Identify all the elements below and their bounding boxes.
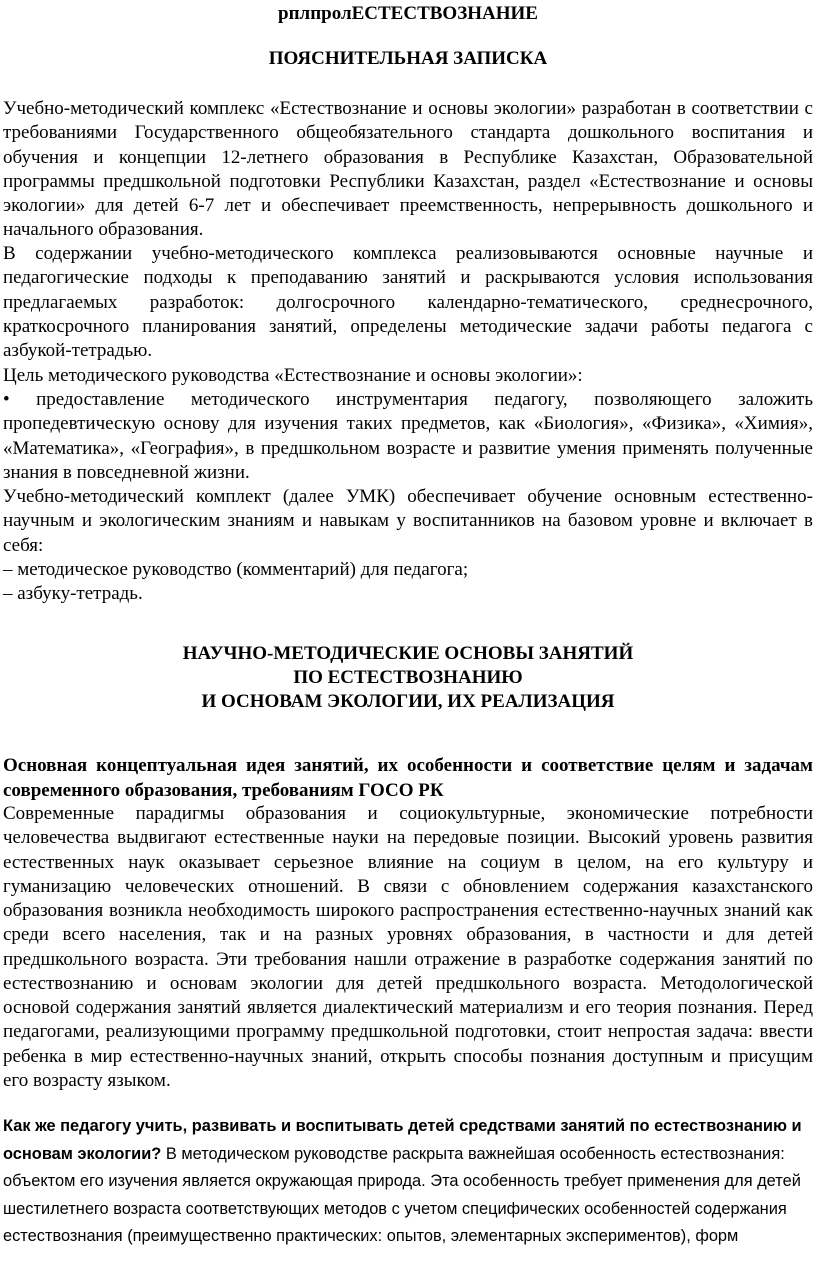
question-bold-text: Как же педагогу учить, развивать и воспитывать детей средствами занятий по естествознанию и основам экологии? [3, 1117, 802, 1163]
umk-paragraph: Учебно-методический комплект (далее УМК) обеспечивает обучение основным естественно-научным и экологическим знаниям и навыкам у воспитанников на базовом уровне и включает в себя: [3, 486, 813, 556]
section-title [0, 642, 816, 714]
explanatory-note-title: ПОЯСНИТЕЛЬНАЯ ЗАПИСКА [268, 48, 548, 69]
section-title-line: НАУЧНО-МЕТОДИЧЕСКИЕ ОСНОВЫ ЗАНЯТИЙ [182, 643, 634, 664]
section-body-paragraph: Современные парадигмы образования и социокультурные, экономические потребности человечества выдвигают естественные науки на передовые позиции. Высокий уровень развития естественных наук оказывает серьезное влияние на социум в целом, на его культуру и гуманизацию человеческих отношений. В связи с обновлением содержания казахстанского образования возникла необходимость широкого распространения естественно-научных знаний как среди всего населения, так и на разных уровнях образования, в частности и для детей предшкольного возраста. Эти требования нашли отражение в разработке содержания занятий по естествознанию и основам экологии для детей предшкольного возраста. Методологической основой содержания занятий является диалектический материализм и его теория познания. Перед педагогами, реализующими программу предшкольной подготовки, стоит непростая задача: ввести ребенка в мир естественно-научных знаний, открыть способы познания доступным и присущим его возрасту языком. [3, 803, 813, 1091]
section-title-line: И ОСНОВАМ ЭКОЛОГИИ, ИХ РЕАЛИЗАЦИЯ [201, 691, 615, 712]
list-item: – азбуку-тетрадь. [3, 583, 143, 604]
intro-paragraph-1: Учебно-методический комплекс «Естествознание и основы экологии» разработан в соответствии с требованиями Государственного общеобязательного стандарта дошкольного воспитания и обучения и концепции 12-летнего образования в Республике Казахстан, Образовательной программы предшкольной подготовки Республики Казахстан, раздел «Естествознание и основы экологии» для детей 6-7 лет и обеспечивает преемственность, непрерывность дошкольного и начального образования. [3, 98, 813, 241]
section-subheading: Основная концептуальная идея занятий, их особенности и соответствие целям и задачам современного образования, требованиям ГОСО РК [3, 755, 813, 801]
goal-line: Цель методического руководства «Естествознание и основы экологии»: [3, 365, 583, 386]
intro-paragraph-2: В содержании учебно-методического комплекса реализовываются основные научные и педагогические подходы к преподаванию занятий и раскрываются условия использования предлагаемых разработок: долгосрочного календарно-тематического, среднесрочного, краткосрочного планирования занятий, определены методические задачи работы педагога с азбукой-тетрадью. [3, 243, 813, 362]
section-title-line: ПО ЕСТЕСТВОЗНАНИЮ [293, 667, 523, 688]
goal-bullet: • предоставление методического инструментария педагогу, позволяющего заложить пропедевтическую основу для изучения таких предметов, как «Биология», «Физика», «Химия», «Математика», «География», в предшкольном возрасте и развитие умения применять полученные знания в повседневной жизни. [3, 389, 813, 483]
question-rest-text: В методическом руководстве раскрыта важнейшая особенность естествознания: объектом его изучения является окружающая природа. Эта особенность требует применения для детей шестилетнего возраста соответствующих методов с учетом специфических особенностей содержания естествознания (преимущественно практических: опытов, элементарных экспериментов), форм [3, 1144, 801, 1246]
question-paragraph [3, 1113, 813, 1251]
list-item: – методическое руководство (комментарий) для педагога; [3, 559, 469, 580]
document-title: рплпролЕСТЕСТВОЗНАНИЕ [278, 3, 538, 24]
